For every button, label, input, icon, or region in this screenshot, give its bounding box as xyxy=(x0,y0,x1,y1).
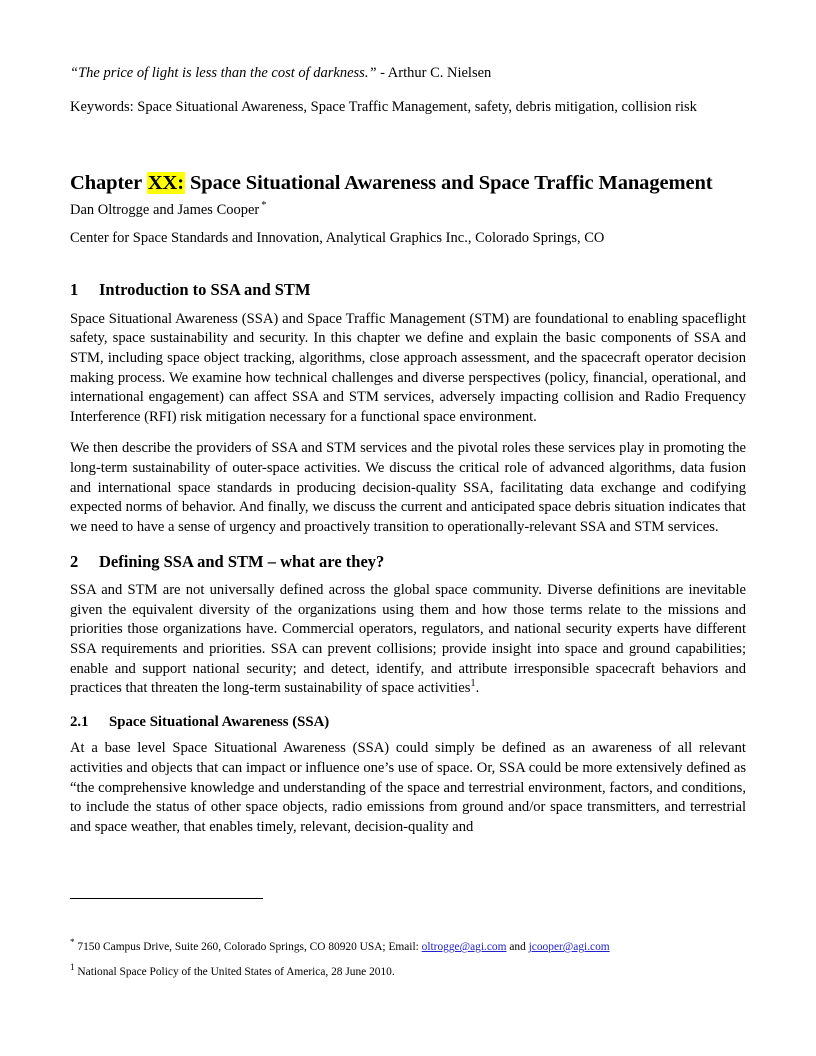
authors-names: Dan Oltrogge and James Cooper xyxy=(70,202,260,218)
paragraph-2-1 xyxy=(70,581,746,699)
footnote-separator-rule xyxy=(70,898,263,899)
epigraph-quote: “The price of light is less than the cost of darkness.” xyxy=(70,65,377,81)
affiliation-line: Center for Space Standards and Innovation, Analytical Graphics Inc., Colorado Springs, CO xyxy=(70,230,605,246)
email-link-oltrogge[interactable]: oltrogge@agi.com xyxy=(421,941,507,953)
footnote-one-text: National Space Policy of the United States of America, 28 June 2010. xyxy=(74,965,395,978)
paragraph-2-1-1: At a base level Space Situational Awareness (SSA) could simply be defined as an awareness of all relevant activities and objects that can impact or influence one’s use of space. Or, SSA could be more extensively defined as “the comprehensive knowledge and understanding of the space and terrestrial environment, factors, and conditions, to include the status of other space objects, radio emissions from ground and/or space transmitters, and terrestrial and space weather, that enables timely, relevant, decision-quality and xyxy=(70,740,746,835)
subsection-title-2-1: Space Situational Awareness (SSA) xyxy=(109,713,330,730)
body-sections xyxy=(70,280,746,849)
section-heading-1 xyxy=(70,280,746,301)
footnote-marker-one: 1 xyxy=(70,962,75,973)
section-number-2: 2 xyxy=(70,551,79,571)
paragraph-1-2: We then describe the providers of SSA and STM services and the pivotal roles these services play in promoting the long-term sustainability of outer-space activities. We discuss the critical role of advanced algorithms, data fusion and international space standards in producing decision-quality SSA, facilitating data exchange and codifying expected norms of behavior. And finally, we discuss the current and anticipated space debris situation indicates that we need to have a sense of urgency and proactively transition to operationally-relevant SSA and STM services. xyxy=(70,440,746,535)
footnote-asterisk-conjunction: and xyxy=(506,941,529,953)
subsection-heading-2-1 xyxy=(70,713,746,731)
footnote-asterisk-text: 7150 Campus Drive, Suite 260, Colorado Springs, CO 80920 USA; Email: xyxy=(74,941,422,953)
subsection-number-2-1: 2.1 xyxy=(70,713,89,730)
author-footnote-marker: * xyxy=(261,200,267,212)
paragraph-2-1-text: SSA and STM are not universally defined across the global space community. Diverse definitions are inevitable given the equivalent diversity of the organizations using them and how those terms relate to the missions and priorities those organizations have. Commercial operators, regulators, and national security experts have different SSA requirements and priorities. SSA can prevent collisions; provide insight into space and ground capabilities; enable and support national security; and detect, identify, and attribute irresponsible spacecraft behaviors and practices that threaten the long-term sustainability of space activities xyxy=(70,582,746,697)
epigraph xyxy=(70,64,746,84)
footnote-asterisk xyxy=(70,937,746,955)
footnote-marker-asterisk: * xyxy=(70,937,75,948)
section-title-1: Introduction to SSA and STM xyxy=(99,280,311,299)
epigraph-attribution: - Arthur C. Nielsen xyxy=(376,65,492,81)
section-title-2: Defining SSA and STM – what are they? xyxy=(99,551,385,571)
chapter-number-highlight: XX: xyxy=(147,172,184,194)
email-link-jcooper[interactable]: jcooper@agi.com xyxy=(528,941,610,953)
section-number-1: 1 xyxy=(70,280,79,299)
page-header-block xyxy=(70,64,746,835)
footnote-area xyxy=(70,898,746,980)
chapter-title-prefix: Chapter xyxy=(70,172,147,194)
footnote-reference-1: 1 xyxy=(470,678,476,690)
authors-line xyxy=(70,201,266,220)
paragraph-1-1: Space Situational Awareness (SSA) and Space Traffic Management (STM) are foundational to enabling spaceflight safety, space sustainability and security. In this chapter we define and explain the basic components of SSA and STM, including space object tracking, algorithms, close approach assessment, and the spacecraft operator decision making process. We examine how technical challenges and diverse perspectives (policy, financial, operational, and international engagement) can affect SSA and STM services, adversely impacting collision and Radio Frequency Interference (RFI) risk mitigation necessary for a functional space environment. xyxy=(70,310,746,425)
chapter-title xyxy=(70,171,760,196)
section-heading-2 xyxy=(70,552,746,573)
footnote-one xyxy=(70,962,746,980)
paragraph-2-1-tail: . xyxy=(475,680,480,697)
keywords-line: Keywords: Space Situational Awareness, Space Traffic Management, safety, debris mitigation, collision risk xyxy=(70,98,697,115)
chapter-title-rest: Space Situational Awareness and Space Traffic Management xyxy=(184,172,713,194)
